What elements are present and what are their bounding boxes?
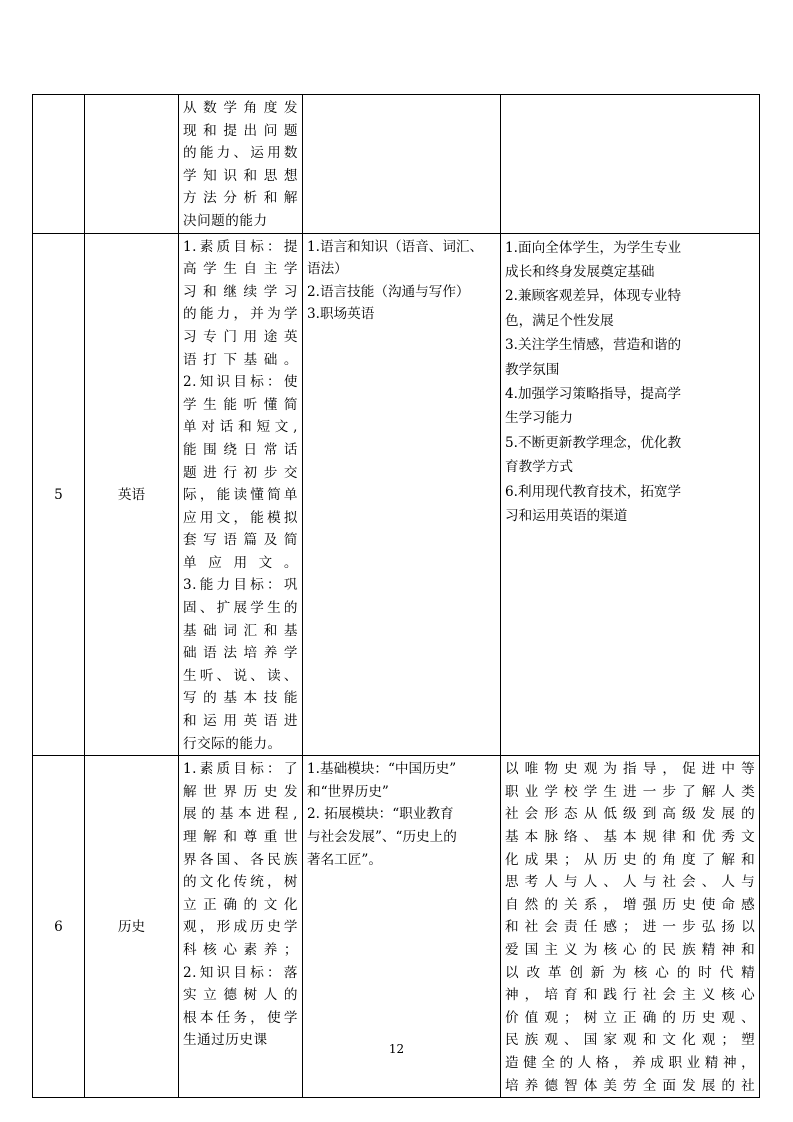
cell-text-line: 高学生自主学	[183, 261, 298, 278]
cell-text-line: 与社会发展”、“历史上的	[307, 829, 457, 845]
cell-text-line: 习和运用英语的渠道	[505, 508, 628, 525]
cell-text-line: 的文化传统，树	[183, 874, 298, 891]
cell-text-line: 解世界历史发	[183, 783, 298, 800]
cell-text-line: 以改革创新为核心的时代精	[505, 964, 755, 981]
cell-text-line: 立正确的文化	[183, 896, 298, 913]
cell-text-line: 学生能听懂简	[183, 396, 298, 413]
course-name: 历史	[85, 756, 179, 1098]
cell-text-line: 从数学角度发	[183, 100, 298, 116]
cell-text-line: 民族观、国家观和文化观；塑	[505, 1032, 755, 1049]
cell-text-line: 的能力、运用数	[183, 145, 298, 162]
cell-text-line: 化成果；从历史的角度了解和	[505, 851, 755, 868]
cell-text-line: 成长和终身发展奠定基础	[505, 263, 655, 280]
cell-text-line: 生通过历史课	[183, 1032, 268, 1049]
cell-text-line: 习专门用途英	[183, 328, 298, 345]
page-number: 12	[388, 1042, 405, 1056]
cell-text-line: 以唯物史观为指导，促进中等	[505, 761, 755, 778]
cell-text-line: 的能力，并为学	[183, 306, 298, 323]
cell-text-line: 和社会责任感；进一步弘扬以	[505, 919, 755, 936]
cell-text-line: 行交际的能力。	[183, 735, 282, 752]
course-name: 英语	[85, 233, 179, 756]
cell-text-line: 思考人与人、人与社会、人与	[505, 874, 755, 891]
row-number	[33, 95, 85, 234]
content-cell	[303, 233, 501, 756]
objective-cell	[179, 233, 303, 756]
cell-text-line: 社会形态从低级到高级发展的	[505, 806, 755, 823]
cell-text-line: 自然的关系，增强历史使命感	[505, 896, 755, 913]
course-table	[32, 94, 760, 1098]
cell-text-line: 固、扩展学生的	[183, 600, 298, 617]
cell-text-line: 3.能力目标：巩	[183, 577, 298, 594]
cell-text-line: 2.兼顾客观差异，体现专业特	[505, 288, 682, 305]
cell-text-line: 观，形成历史学	[183, 919, 298, 936]
cell-text-line: 学知识和思想	[183, 167, 298, 184]
row-number: 5	[33, 233, 85, 756]
cell-text-line: 界各国、各民族	[183, 851, 298, 868]
cell-text-line: 1.面向全体学生，为学生专业	[505, 239, 682, 256]
cell-text-line: 6.利用现代教育技术，拓宽学	[505, 483, 682, 500]
cell-text-line: 基础词汇和基	[183, 622, 298, 639]
course-name	[85, 95, 179, 234]
cell-text-line: 现和提出问题	[183, 122, 298, 139]
cell-text-line: 爱国主义为核心的民族精神和	[505, 941, 755, 958]
cell-text-line: 3.职场英语	[307, 306, 375, 323]
cell-text-line: 1.基础模块：“中国历史”	[307, 761, 457, 778]
method-cell	[501, 233, 760, 756]
cell-text-line: 3.关注学生情感，营造和谐的	[505, 337, 682, 354]
objective-cell	[179, 95, 303, 234]
cell-text-line: 著名工匠”。	[307, 851, 382, 868]
cell-text-line: 造健全的人格，养成职业精神，	[505, 1054, 755, 1071]
cell-text-line: 育教学方式	[505, 459, 573, 476]
cell-text-line: 决问题的能力	[183, 212, 268, 229]
cell-text-line: 根本任务，使学	[183, 1009, 298, 1026]
cell-text-line: 能围绕日常话	[183, 441, 298, 458]
cell-text-line: 2. 拓展模块：“职业教育	[307, 806, 454, 823]
table-row-math-continued	[33, 95, 760, 234]
cell-text-line: 习和继续学习	[183, 283, 298, 300]
cell-text-line: 语法）	[307, 261, 348, 278]
cell-text-line: 语打下基础。	[183, 351, 298, 368]
cell-text-line: 和“世界历史”	[307, 783, 389, 800]
cell-text-line: 价值观；树立正确的历史观、	[505, 1009, 755, 1026]
cell-text-line: 实立德树人的	[183, 987, 298, 1004]
cell-text-line: 展的基本进程,	[183, 806, 298, 823]
cell-text-line: 教学氛围	[505, 361, 560, 378]
cell-text-line: 套写语篇及简	[183, 532, 298, 549]
cell-text-line: 基本脉络、基本规律和优秀文	[505, 829, 755, 845]
cell-text-line: 1.素质目标：提	[183, 238, 298, 255]
cell-text-line: 5.不断更新教学理念，优化教	[505, 434, 682, 451]
cell-text-line: 2.知识目标：使	[183, 374, 298, 391]
table-row-english	[33, 233, 760, 756]
cell-text-line: 写的基本技能	[183, 690, 298, 707]
cell-text-line: 神，培育和践行社会主义核心	[505, 987, 755, 1004]
content-cell	[303, 95, 501, 234]
cell-text-line: 4.加强学习策略指导，提高学	[505, 386, 682, 402]
cell-text-line: 生听、说、读、	[183, 667, 298, 684]
cell-text-line: 生学习能力	[505, 410, 573, 427]
cell-text-line: 和运用英语进	[183, 713, 298, 730]
cell-text-line: 应用文，能模拟	[183, 509, 298, 526]
method-cell	[501, 95, 760, 234]
cell-text-line: 单对话和短文,	[183, 419, 298, 436]
cell-text-line: 理解和尊重世	[183, 829, 298, 845]
cell-text-line: 职业学校学生进一步了解人类	[505, 783, 755, 800]
cell-text-line: 础语法培养学	[183, 645, 298, 662]
cell-text-line: 色，满足个性发展	[505, 312, 614, 329]
cell-text-line: 1.素质目标：了	[183, 761, 298, 778]
cell-text-line: 题进行初步交	[183, 464, 298, 481]
cell-text-line: 际，能读懂简单	[183, 487, 298, 504]
row-number: 6	[33, 756, 85, 1098]
cell-text-line: 科核心素养；	[183, 941, 298, 958]
cell-text-line: 2.语言技能（沟通与写作）	[307, 283, 470, 300]
cell-text-line: 1.语言和知识（语音、词汇、	[307, 238, 484, 255]
cell-text-line: 2.知识目标：落	[183, 964, 298, 981]
cell-text-line: 单应用文。	[183, 554, 298, 571]
cell-text-line: 方法分析和解	[183, 190, 298, 207]
cell-text-line: 培养德智体美劳全面发展的社	[505, 1077, 755, 1094]
